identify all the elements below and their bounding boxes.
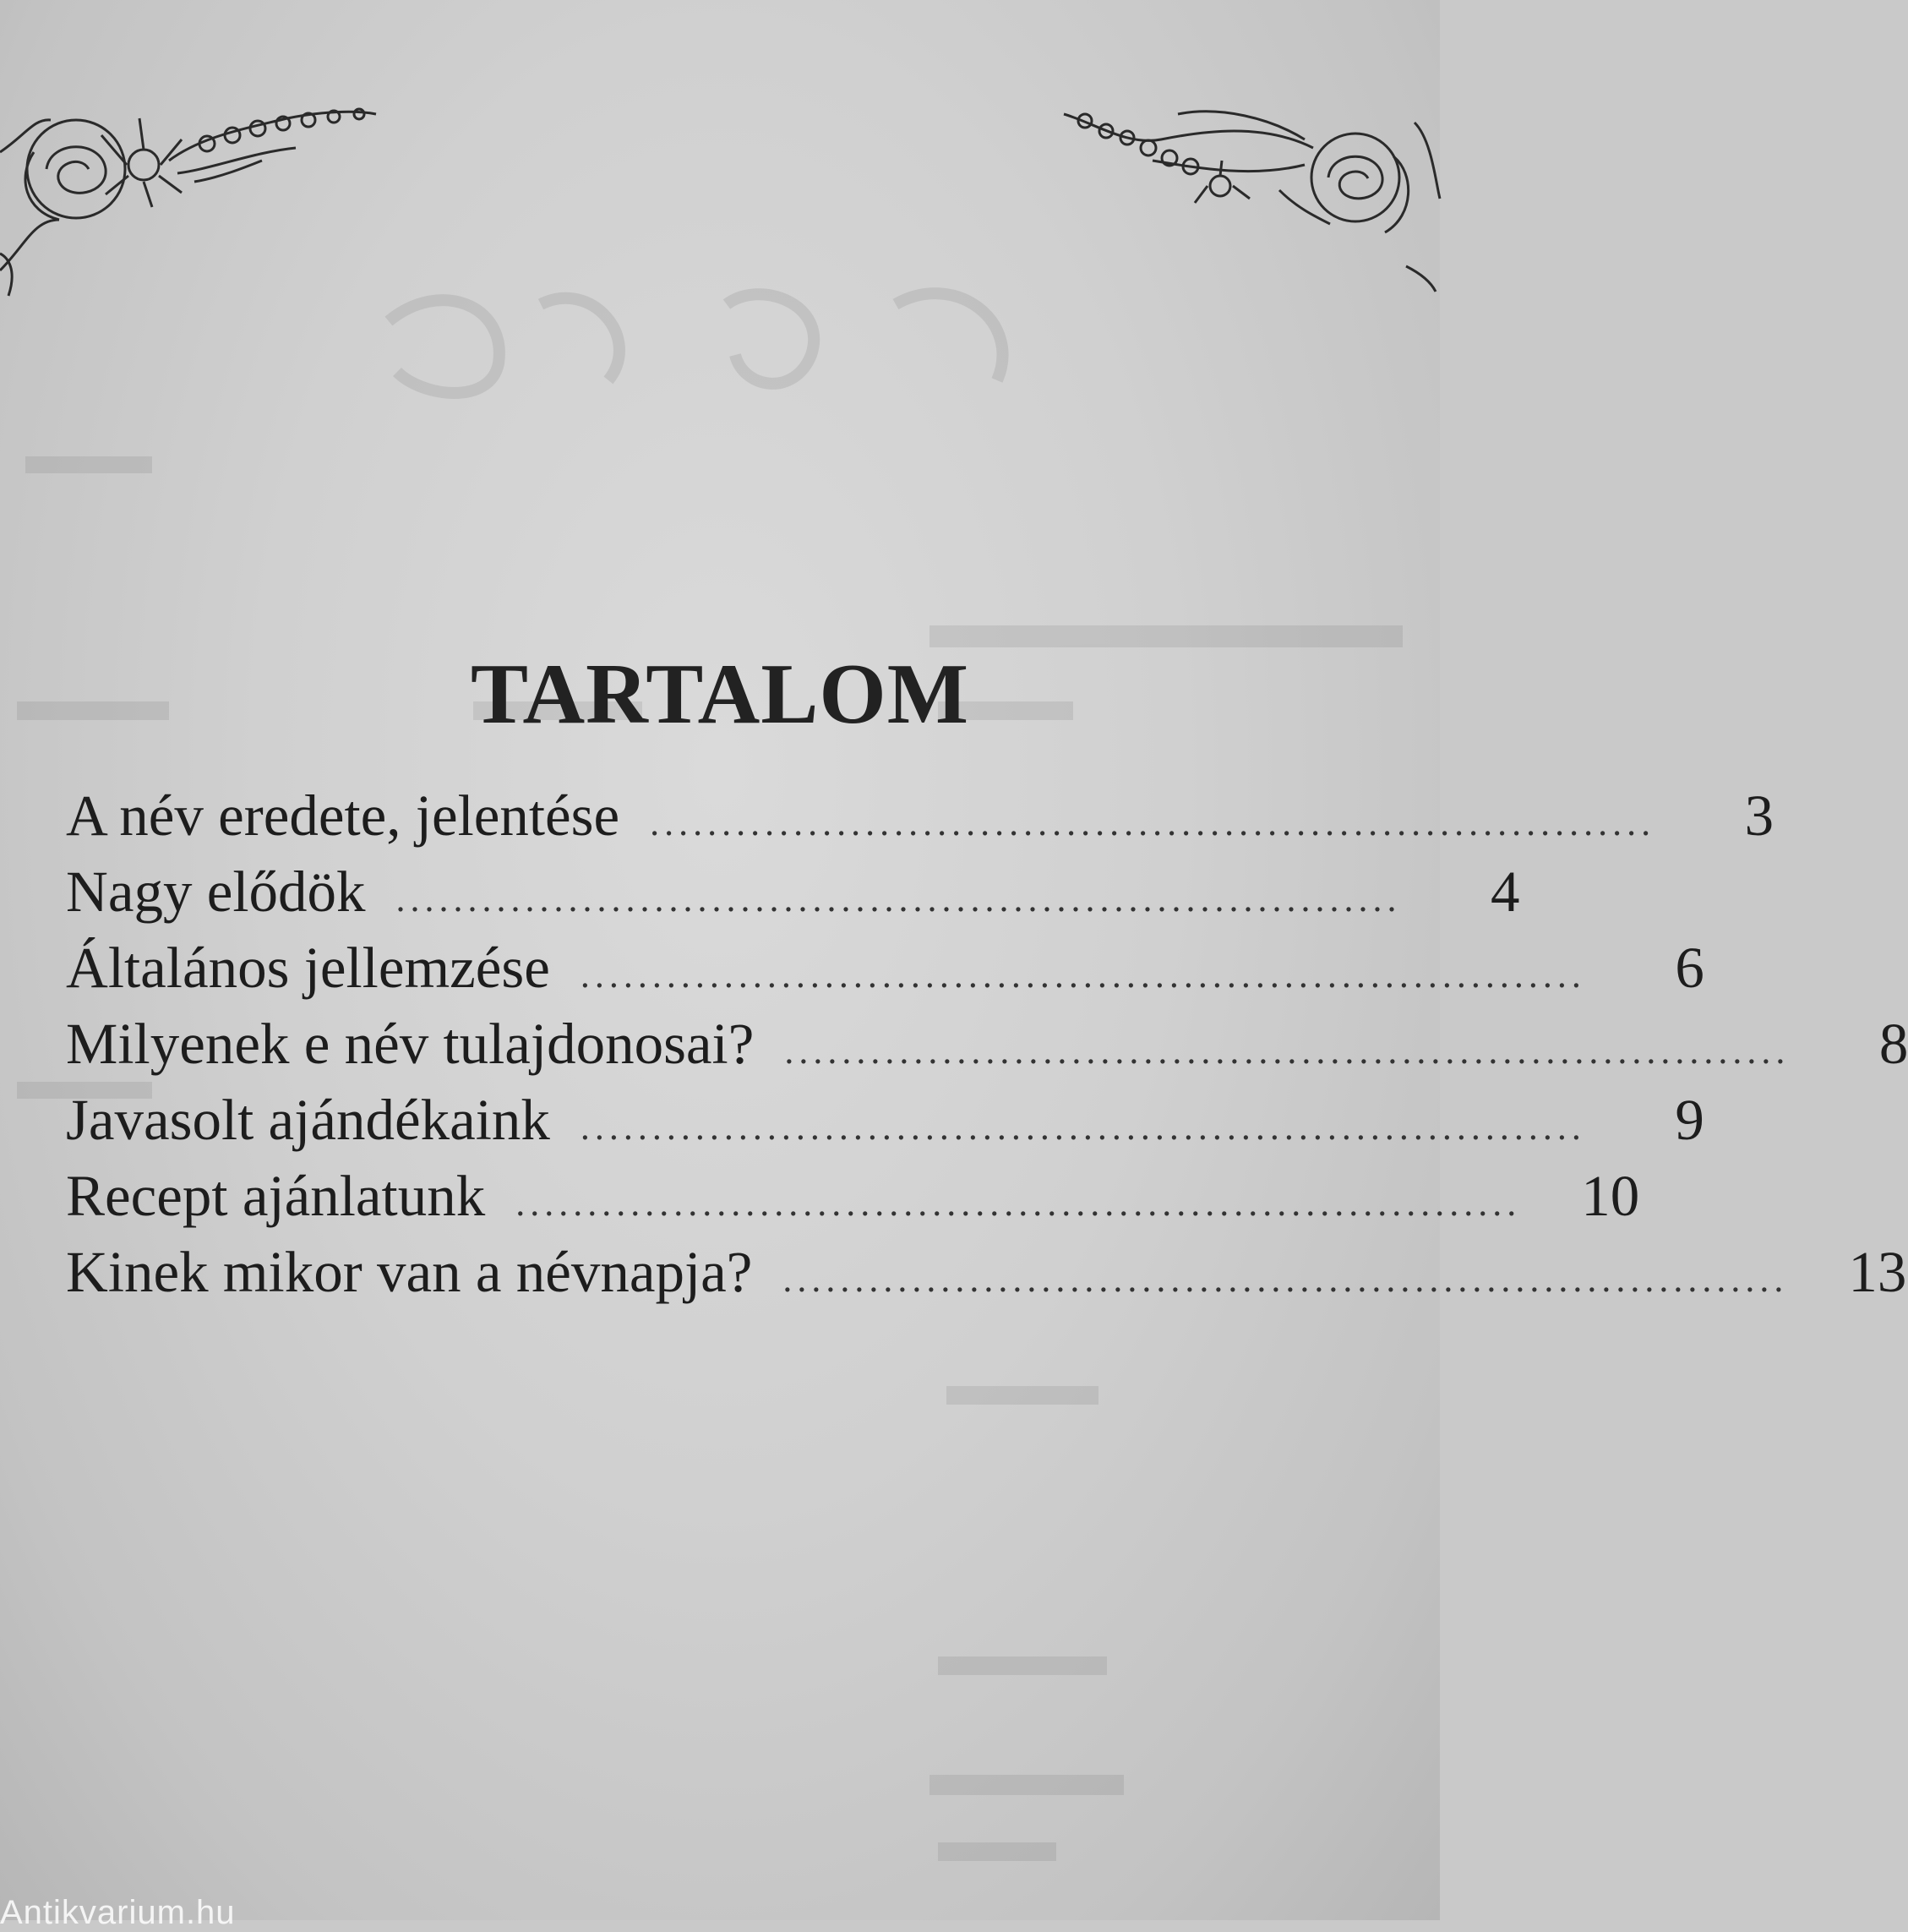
floral-corner-ornament-left	[0, 101, 380, 296]
toc-entry	[66, 1234, 1907, 1310]
toc-entry-title: Kinek mikor van a névnapja?	[66, 1240, 753, 1304]
toc-entry	[66, 1082, 1704, 1158]
toc-entry-page-number: 3	[1744, 783, 1774, 848]
toc-entry	[66, 1006, 1908, 1082]
dot-leader: ......................................................................	[784, 1030, 1791, 1072]
dot-leader: ......................................................................	[515, 1182, 1522, 1224]
toc-entry-title: A név eredete, jelentése	[66, 783, 620, 848]
toc-entry-title: Általános jellemzése	[66, 936, 550, 1000]
toc-entry-page-number: 6	[1675, 936, 1704, 1000]
table-of-contents	[66, 778, 1908, 1310]
toc-entry-title: Milyenek e név tulajdonosai?	[66, 1012, 755, 1076]
toc-entry	[66, 930, 1704, 1006]
toc-entry-page-number: 9	[1675, 1088, 1704, 1152]
toc-entry-page-number: 13	[1848, 1240, 1907, 1304]
rose-ornament-icon	[0, 101, 380, 296]
watermark: Antikvarium.hu	[0, 1894, 236, 1931]
dot-leader: ......................................................................	[580, 954, 1586, 996]
floral-corner-ornament-right	[1060, 97, 1440, 292]
toc-entry-title: Recept ajánlatunk	[66, 1164, 486, 1228]
toc-entry-page-number: 8	[1878, 1012, 1908, 1076]
toc-entry-title: Javasolt ajándékaink	[66, 1088, 550, 1152]
dot-leader: ......................................................................	[650, 802, 1656, 843]
toc-entry	[66, 1158, 1640, 1234]
rose-ornament-icon	[1060, 97, 1440, 292]
dot-leader: ......................................................................	[782, 1258, 1789, 1300]
toc-entry-page-number: 10	[1581, 1164, 1640, 1228]
toc-entry	[66, 778, 1774, 854]
toc-entry	[66, 854, 1520, 930]
toc-entry-page-number: 4	[1491, 860, 1520, 924]
dot-leader: ......................................................................	[580, 1106, 1586, 1148]
toc-entry-title: Nagy elődök	[66, 860, 366, 924]
toc-heading: TARTALOM	[471, 647, 969, 743]
dot-leader: ......................................................................	[395, 878, 1402, 920]
